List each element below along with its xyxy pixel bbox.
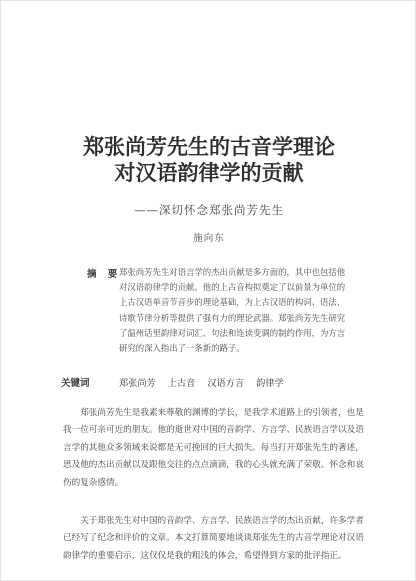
keyword-item: 郑张尚芳 <box>119 378 156 389</box>
body-paragraph-1: 郑张尚芳先生是我素来尊敬的渊博的学长，是我学术道路上的引领者，也是我一位可亲可近的朋友。他的逝世对中国的音韵学、方言学、民族语言学以及语言学的其他众多领域来说都是无可挽回的巨大损失。每当打开郑张先生的著述，思及他的杰出贡献以及跟他交往的点点滴滴，我的心头就充满了荣敬、怀念和哀伤的复杂感情。 <box>63 408 364 488</box>
keywords-label: 关键词 <box>61 378 90 389</box>
keyword-item: 汉语方言 <box>207 378 245 389</box>
keyword-item: 韵律学 <box>256 378 284 389</box>
keywords-list <box>119 375 284 389</box>
abstract-text: 郑张尚芳先生对语言学的杰出贡献是多方面的，其中也包括他对汉语韵律学的贡献。他的上古音构拟奠定了以前景为单位的上古汉语单音节音步的理论基础，为上古汉语的构词、语法、诗歌节律分析等提供了强有力的理论武器。郑张尚芳先生研究了温州话里韵律对词汇、句法和连读变调的制约作用，为方言研究的深入指出了一条新的路子。 <box>119 267 346 354</box>
article-subtitle: ——深切怀念郑张尚芳先生 <box>134 203 284 217</box>
article-title-line-2: 对汉语韵律学的贡献 <box>114 161 304 185</box>
article-title-line-1: 郑张尚芳先生的古音学理论 <box>83 135 335 159</box>
abstract-label: 摘 要 <box>87 269 122 280</box>
body-paragraph-2: 关于郑张先生对中国的音韵学、方言学、民族语言学的杰出贡献，许多学者已经写了纪念和评价的文章。本文打算简要地谈谈郑张先生的古音学理论对汉语韵律学的重要启示，这仅仅是我的粗浅的体会，希望得到方家的批评指正。 <box>63 516 364 561</box>
author-name: 施向东 <box>193 233 225 244</box>
keyword-item: 上古音 <box>167 378 196 389</box>
